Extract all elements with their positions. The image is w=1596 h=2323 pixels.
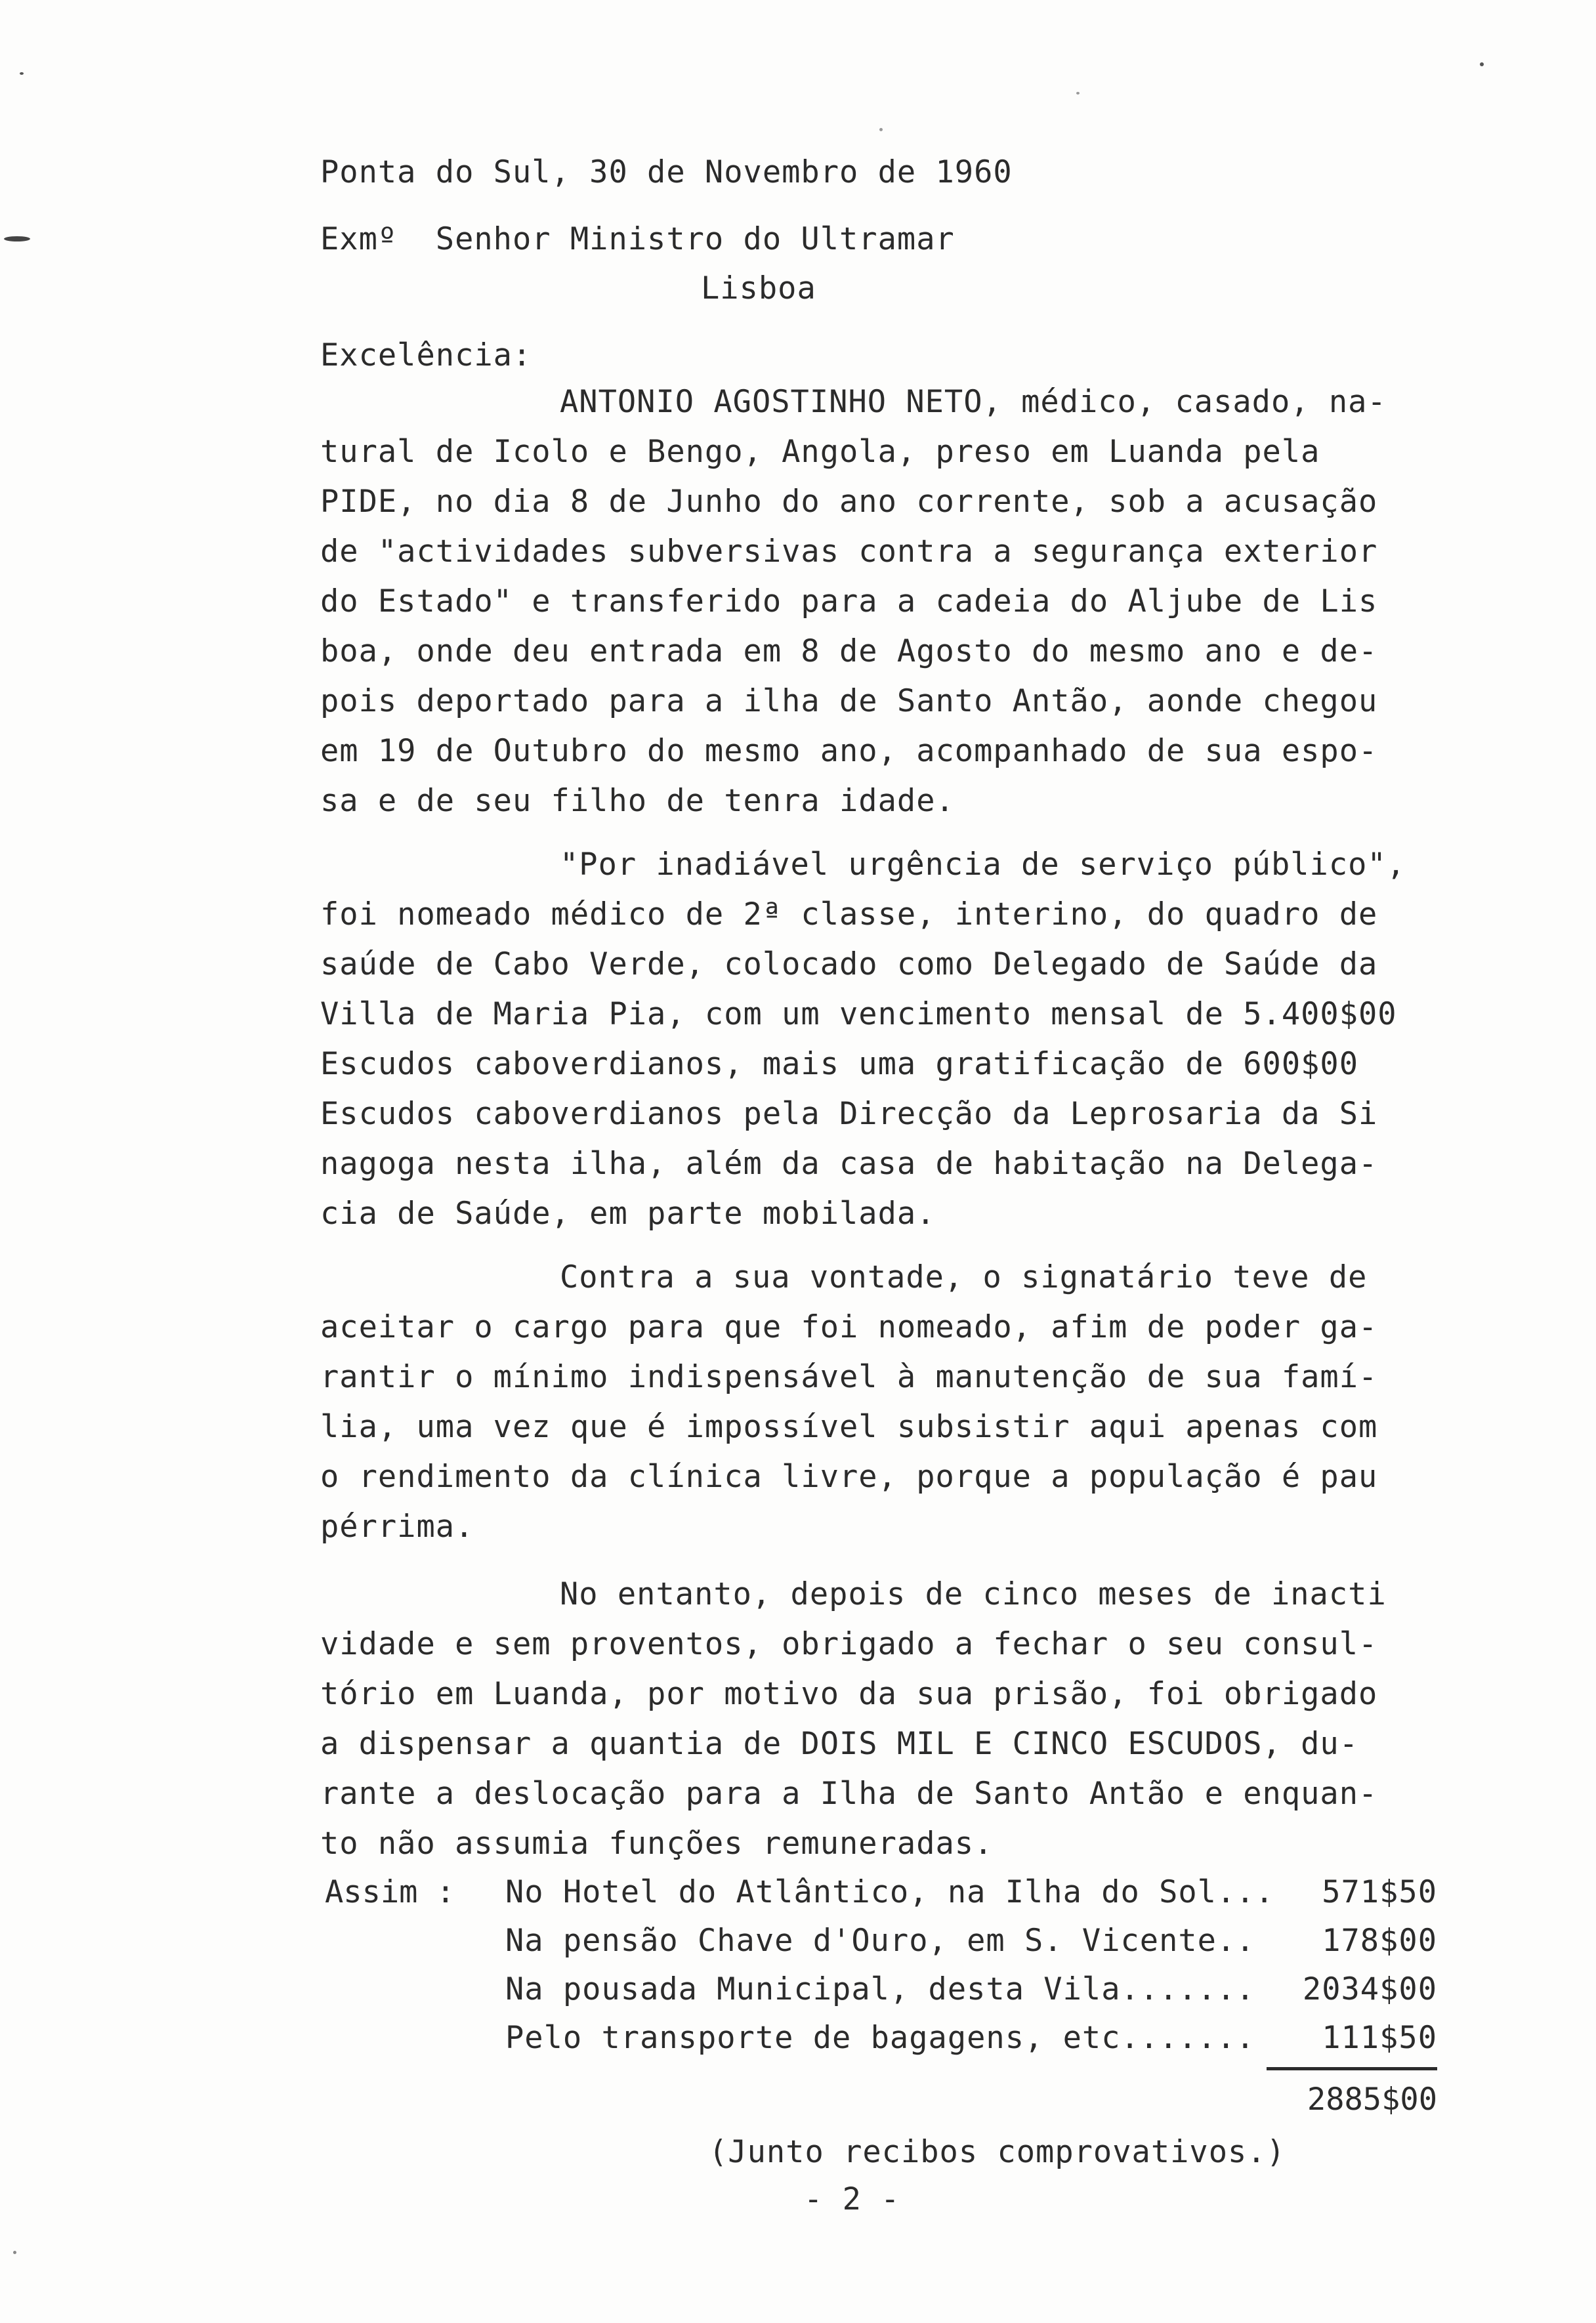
paragraph-3-line: o rendimento da clínica livre, porque a população é pau	[320, 1459, 1378, 1495]
paragraph-1-line: PIDE, no dia 8 de Junho do ano corrente, sob a acusação	[320, 484, 1378, 520]
paragraph-2-line: saúde de Cabo Verde, colocado como Delegado de Saúde da	[320, 946, 1378, 982]
scan-speck	[1480, 62, 1484, 66]
scan-speck	[1076, 92, 1080, 94]
paragraph-1-line: em 19 de Outubro do mesmo ano, acompanhado de sua espo-	[320, 733, 1378, 769]
sum-rule	[1267, 2067, 1437, 2070]
paragraph-4-line: vidade e sem proventos, obrigado a fechar o seu consul-	[320, 1626, 1378, 1662]
paragraph-1-line: de "actividades subversivas contra a segurança exterior	[320, 534, 1378, 570]
paragraph-2-line: Villa de Maria Pia, com um vencimento mensal de 5.400$00	[320, 996, 1397, 1032]
paragraph-4-line: rante a deslocação para a Ilha de Santo Antão e enquan-	[320, 1776, 1378, 1812]
paragraph-1-line: pois deportado para a ilha de Santo Antão, aonde chegou	[320, 683, 1378, 719]
receipts-note: (Junto recibos comprovativos.)	[709, 2134, 1286, 2170]
scan-speck	[13, 2251, 16, 2254]
paragraph-2-line: Escudos caboverdianos pela Direcção da Leprosaria da Si	[320, 1096, 1378, 1132]
expense-amount: 111$50	[1322, 2020, 1437, 2056]
paragraph-4-line: a dispensar a quantia de DOIS MIL E CINCO ESCUDOS, du-	[320, 1726, 1359, 1762]
paragraph-4-line: tório em Luanda, por motivo da sua prisão, foi obrigado	[320, 1676, 1378, 1712]
expense-label: Na pensão Chave d'Ouro, em S. Vicente..	[505, 1923, 1255, 1959]
paragraph-2-line: foi nomeado médico de 2ª classe, interino, do quadro de	[320, 896, 1378, 932]
expense-amount: 571$50	[1322, 1874, 1437, 1910]
expenses-total: 2885$00	[1307, 2082, 1437, 2118]
paragraph-3-line: Contra a sua vontade, o signatário teve de	[560, 1259, 1368, 1295]
paragraph-3-line: lia, uma vez que é impossível subsistir aqui apenas com	[320, 1409, 1378, 1445]
expense-amount: 2034$00	[1302, 1971, 1437, 2007]
paragraph-1-line: sa e de seu filho de tenra idade.	[320, 783, 955, 819]
city: Lisboa	[701, 270, 816, 306]
greeting: Excelência:	[320, 337, 532, 373]
paragraph-1-line: tural de Icolo e Bengo, Angola, preso em Luanda pela	[320, 434, 1320, 470]
paragraph-4-line: to não assumia funções remuneradas.	[320, 1826, 994, 1862]
salutation-line: Exmº Senhor Ministro do Ultramar	[320, 221, 955, 257]
expense-label: No Hotel do Atlântico, na Ilha do Sol...	[505, 1874, 1274, 1910]
paragraph-1-line: ANTONIO AGOSTINHO NETO, médico, casado, na-	[560, 384, 1387, 420]
scan-speck	[20, 72, 24, 75]
paragraph-2-line: Escudos caboverdianos, mais uma gratificação de 600$00	[320, 1046, 1359, 1082]
paragraph-1-line: do Estado" e transferido para a cadeia do Aljube de Lis	[320, 583, 1378, 619]
page-number: - 2 -	[804, 2181, 900, 2217]
paragraph-2-line: "Por inadiável urgência de serviço público",	[560, 847, 1406, 883]
paragraph-3-line: aceitar o cargo para que foi nomeado, afim de poder ga-	[320, 1309, 1378, 1345]
expense-label: Na pousada Municipal, desta Vila.......	[505, 1971, 1255, 2007]
paragraph-3-line: pérrima.	[320, 1509, 474, 1545]
paragraph-2-line: cia de Saúde, em parte mobilada.	[320, 1196, 936, 1232]
paragraph-1-line: boa, onde deu entrada em 8 de Agosto do mesmo ano e de-	[320, 633, 1378, 669]
paragraph-3-line: rantir o mínimo indispensável à manutenção de sua famí-	[320, 1359, 1378, 1395]
paragraph-2-line: nagoga nesta ilha, além da casa de habitação na Delega-	[320, 1146, 1378, 1182]
scan-speck	[4, 236, 30, 241]
place-date: Ponta do Sul, 30 de Novembro de 1960	[320, 154, 1013, 190]
expense-amount: 178$00	[1322, 1923, 1437, 1959]
expense-label: Pelo transporte de bagagens, etc.......	[505, 2020, 1255, 2056]
expenses-intro: Assim :	[325, 1874, 455, 1910]
paragraph-4-line: No entanto, depois de cinco meses de inacti	[560, 1576, 1387, 1612]
scan-speck	[879, 128, 883, 131]
